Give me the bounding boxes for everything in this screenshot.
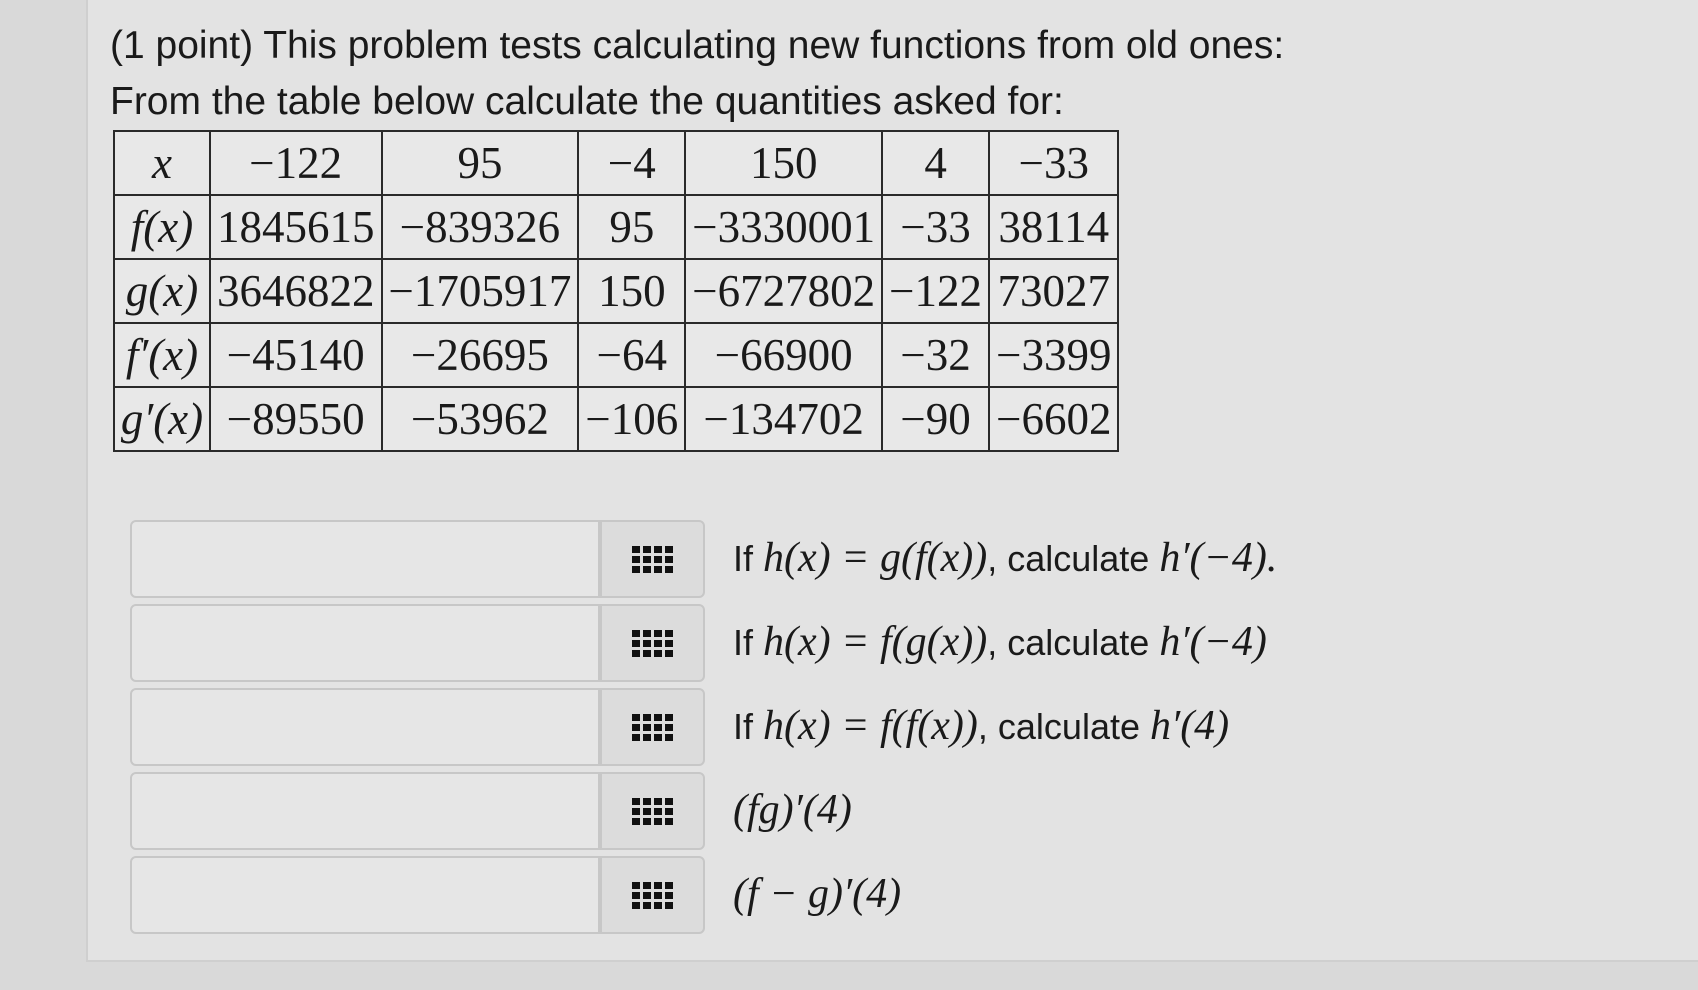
answer-input-4[interactable] [130,772,600,850]
table-cell: −3330001 [685,195,882,259]
row-label-fprime: f′(x) [114,323,210,387]
question-row-5 [130,856,1430,938]
question-row-3 [130,688,1430,770]
problem-statement [110,18,1284,130]
table-row [114,195,1118,259]
header-cell: −122 [210,131,382,195]
answer-input-5[interactable] [130,856,600,934]
answer-picker-button-2[interactable] [600,604,705,682]
header-cell [114,131,210,195]
row-label-f: f(x) [114,195,210,259]
grid-icon [632,546,673,573]
header-cell: −4 [578,131,685,195]
question-text-2: If h(x) = f(g(x)), calculate h′(−4) [733,619,1267,665]
answer-picker-button-3[interactable] [600,688,705,766]
table-cell: −33 [882,195,989,259]
table-cell: 73027 [989,259,1118,323]
table-cell: −106 [578,387,685,451]
answer-picker-button-5[interactable] [600,856,705,934]
table-cell: −839326 [382,195,579,259]
function-table [113,130,1119,452]
table-cell: −53962 [382,387,579,451]
table-cell: 150 [578,259,685,323]
table-cell: −45140 [210,323,382,387]
row-label-gprime: g′(x) [114,387,210,451]
table-cell: −26695 [382,323,579,387]
header-cell: 4 [882,131,989,195]
table-row [114,323,1118,387]
question-text-3: If h(x) = f(f(x)), calculate h′(4) [733,703,1230,749]
row-label-g: g(x) [114,259,210,323]
header-cell: 95 [382,131,579,195]
table-cell: −89550 [210,387,382,451]
grid-icon [632,630,673,657]
question-row-4 [130,772,1430,854]
table-cell: −6727802 [685,259,882,323]
question-text-4: (fg)′(4) [733,787,852,833]
table-row [114,387,1118,451]
question-row-1 [130,520,1430,602]
question-row-2 [130,604,1430,686]
table-cell: −66900 [685,323,882,387]
table-cell: −32 [882,323,989,387]
table-cell: −90 [882,387,989,451]
table-cell: 38114 [989,195,1118,259]
grid-icon [632,882,673,909]
table-cell: −134702 [685,387,882,451]
table-cell: −6602 [989,387,1118,451]
problem-line-2: From the table below calculate the quantities asked for: [110,80,1064,123]
answer-picker-button-4[interactable] [600,772,705,850]
problem-line-1: (1 point) This problem tests calculating new functions from old ones: [110,24,1285,67]
answer-picker-button-1[interactable] [600,520,705,598]
question-text-5: (f − g)′(4) [733,871,902,917]
table-header-row [114,131,1118,195]
table-cell: −3399 [989,323,1118,387]
table-cell: −1705917 [382,259,579,323]
answer-input-1[interactable] [130,520,600,598]
answer-input-3[interactable] [130,688,600,766]
table-cell: −122 [882,259,989,323]
header-x: x [152,138,172,188]
header-cell: 150 [685,131,882,195]
table-cell: −64 [578,323,685,387]
answer-list [130,520,1430,940]
table-row [114,259,1118,323]
header-cell: −33 [989,131,1118,195]
table-cell: 1845615 [210,195,382,259]
grid-icon [632,798,673,825]
answer-input-2[interactable] [130,604,600,682]
table-cell: 3646822 [210,259,382,323]
table-cell: 95 [578,195,685,259]
question-text-1: If h(x) = g(f(x)), calculate h′(−4). [733,535,1278,581]
grid-icon [632,714,673,741]
